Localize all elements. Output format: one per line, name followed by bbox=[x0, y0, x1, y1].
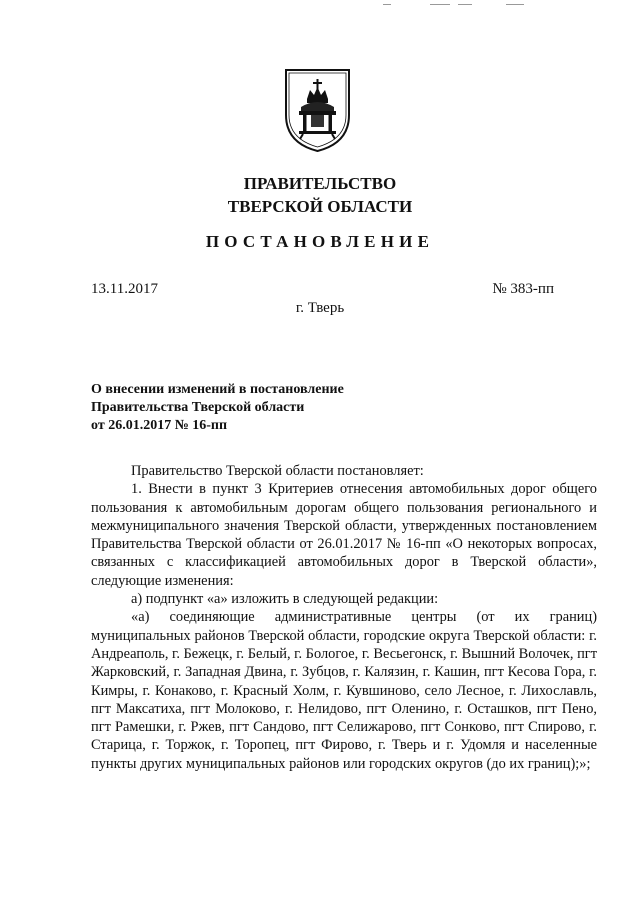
scan-artifact bbox=[430, 4, 450, 5]
body-intro-paragraph: Правительство Тверской области постановляет: bbox=[131, 463, 424, 479]
document-city: г. Тверь bbox=[295, 300, 345, 316]
body-item-1-paragraph: 1. Внести в пункт 3 Критериев отнесения автомобильных дорог общего пользования к автомобильным дорогам общего пользования регионального и межмуниципального значения Тверской области, утвержденных постановлением Правительства Тверской области от 26.01.2017 № 16-пп «О некоторых вопросах, связанных с классификацией автомобильных дорог в Тверской области», следующие изменения: bbox=[91, 481, 597, 589]
document-subject bbox=[91, 381, 344, 435]
document-body bbox=[91, 462, 597, 773]
body-subitem-a-paragraph: а) подпункт «а» изложить в следующей редакции: bbox=[131, 591, 439, 608]
body-quote-a-paragraph: «а) соединяющие административные центры (от их границ) муниципальных районов Тверской области, городские округа Тверской области: г. Андреаполь, г. Бежецк, г. Белый, г. Бологое, г. Весьегонск, г. Вышний Волочек, пгт Жарковский, г. Западная Двина, г. Зубцов, г. Калязин, г. Кашин, пгт Кесова Гора, г. Кимры, г. Конаково, г. Красный Холм, г. Кувшиново, село Лесное, г. Лихославль, пгт Максатиха, пгт Молоково, г. Нелидово, пгт Оленино, г. Осташков, пгт Пено, пгт Рамешки, г. Ржев, пгт Сандово, пгт Селижарово, пгт Сонково, пгт Спирово, г. Старица, г. Торжок, г. Торопец, пгт Фирово, г. Тверь и г. Удомля и населенные пункты других муниципальных районов или городских округов (до их границ);»; bbox=[91, 609, 597, 772]
subject-line3: от 26.01.2017 № 16-пп bbox=[91, 418, 228, 433]
scan-artifact bbox=[458, 4, 472, 5]
subject-line1: О внесении изменений в постановление bbox=[91, 382, 344, 397]
document-date: 13.11.2017 bbox=[91, 281, 158, 297]
document-type-heading: ПОСТАНОВЛЕНИЕ bbox=[205, 232, 435, 251]
scan-artifact bbox=[506, 4, 524, 5]
government-title bbox=[0, 172, 640, 218]
org-name-line1: ПРАВИТЕЛЬСТВО bbox=[243, 174, 397, 193]
org-name-line2: ТВЕРСКОЙ ОБЛАСТИ bbox=[227, 197, 413, 216]
document-number: № 383-пп bbox=[492, 281, 554, 297]
coat-of-arms-emblem bbox=[283, 67, 352, 153]
subject-line2: Правительства Тверской области bbox=[91, 400, 305, 415]
scan-artifact bbox=[383, 4, 391, 5]
